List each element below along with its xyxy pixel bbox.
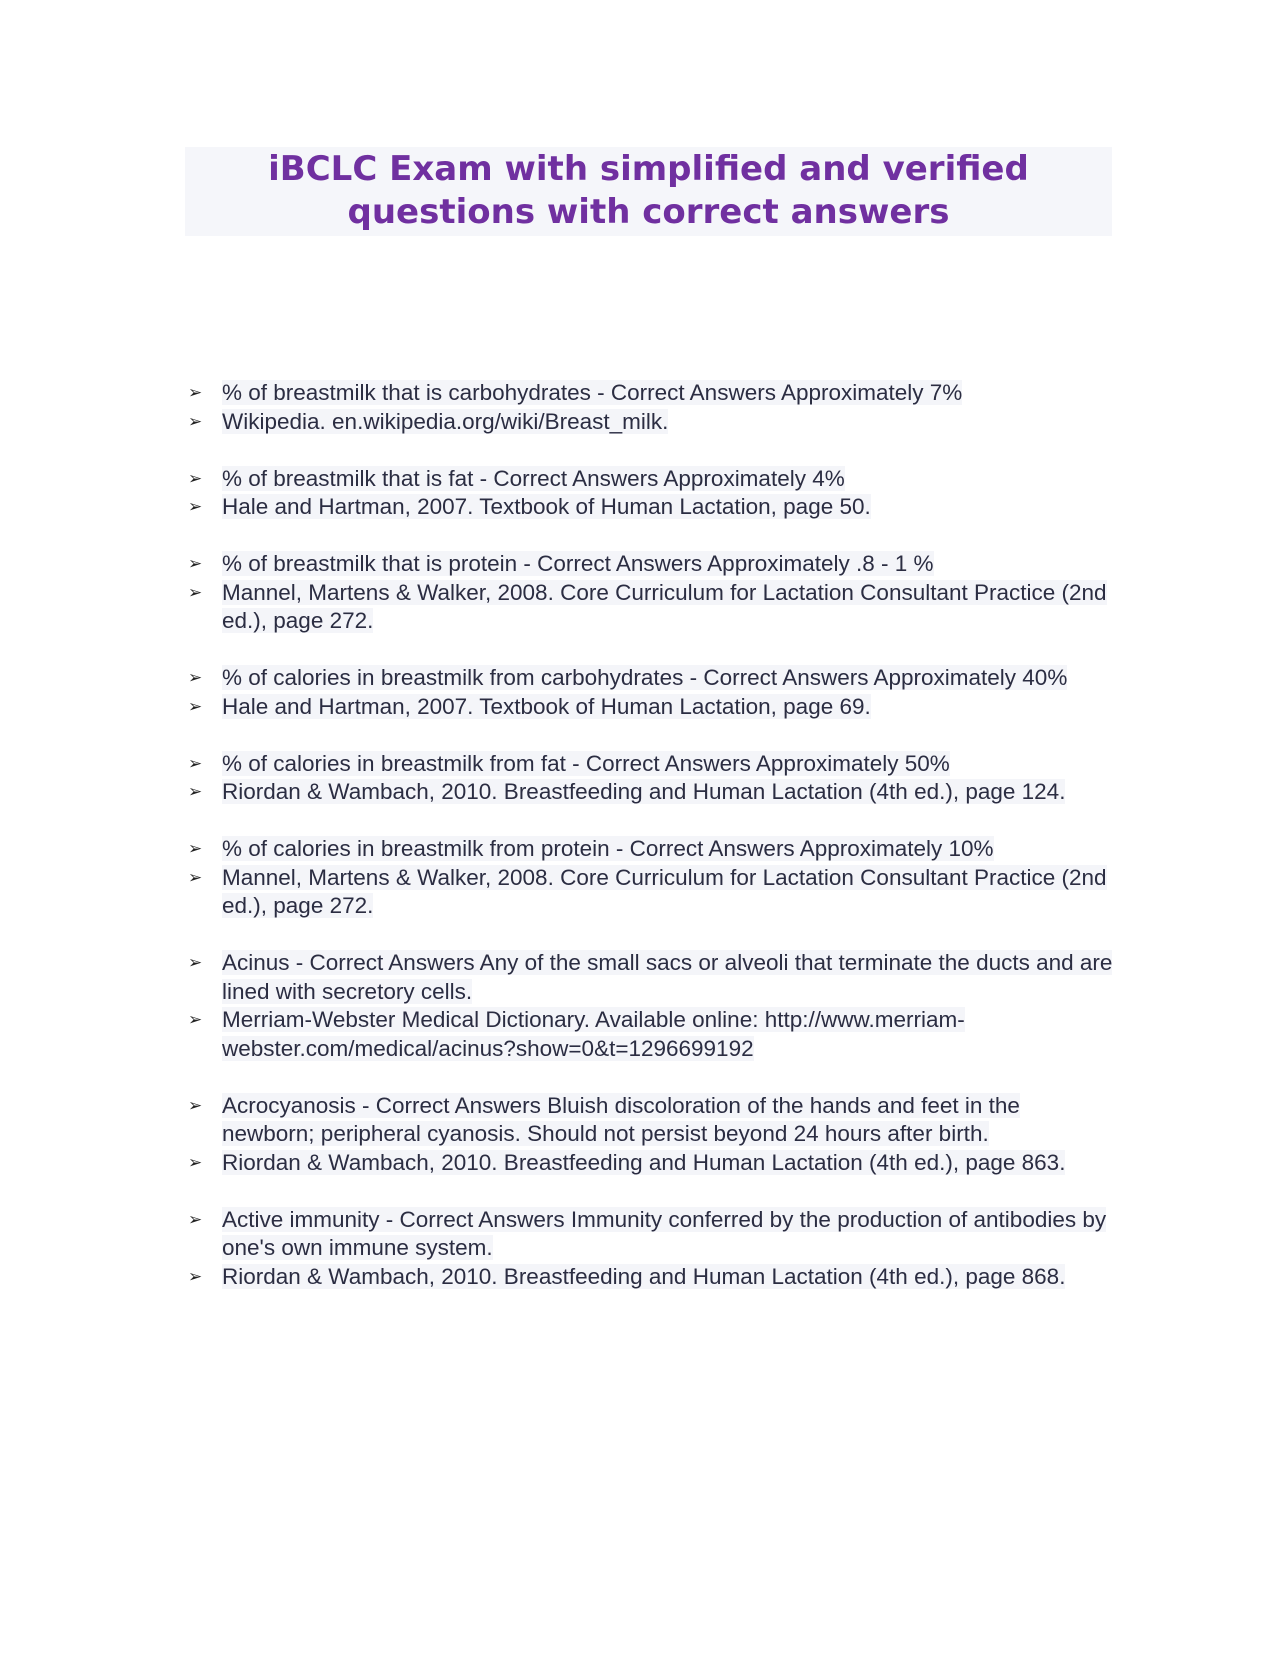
arrowhead-bullet-icon: ➢ [188,1266,203,1286]
source-text: Hale and Hartman, 2007. Textbook of Human Lactation, page 50. [222,494,871,519]
arrowhead-bullet-icon: ➢ [188,411,203,431]
source-text: Mannel, Martens & Walker, 2008. Core Curriculum for Lactation Consultant Practice (2nd ed.), page 272. [222,864,1107,918]
title-line-1: iBCLC Exam with simplified and verified [268,149,1029,189]
question-text: Active immunity - Correct Answers Immunity conferred by the production of antibodies by one's own immune system. [222,1206,1107,1260]
source-text: Wikipedia. en.wikipedia.org/wiki/Breast_milk. [222,408,669,434]
source-text: Riordan & Wambach, 2010. Breastfeeding and Human Lactation (4th ed.), page 868. [222,1263,1066,1289]
source-text: Merriam-Webster Medical Dictionary. Available online: http://www.merriam-webster.com/medical/acinus?show=0&t=1296699192 [222,1007,965,1061]
arrowhead-bullet-icon: ➢ [188,1209,203,1229]
source-item [185,579,1115,636]
question-text: % of breastmilk that is fat - Correct Answers Approximately 4% [222,465,845,491]
arrowhead-bullet-icon: ➢ [188,782,203,801]
title-line-2: questions with correct answers [347,192,950,232]
question-item [185,949,1115,1006]
qa-group [185,949,1115,1063]
question-item [185,1092,1115,1149]
qa-group [185,835,1115,921]
document-title [185,147,1112,236]
source-item [185,408,1115,437]
source-text: Hale and Hartman, 2007. Textbook of Human Lactation, page 69. [222,693,871,719]
arrowhead-bullet-icon: ➢ [188,953,203,972]
question-text: % of calories in breastmilk from protein - Correct Answers Approximately 10% [222,836,994,861]
arrowhead-bullet-icon: ➢ [188,839,203,858]
source-text: Mannel, Martens & Walker, 2008. Core Curriculum for Lactation Consultant Practice (2nd ed.), page 272. [222,579,1107,633]
arrowhead-bullet-icon: ➢ [188,753,203,773]
arrowhead-bullet-icon: ➢ [188,468,203,488]
question-text: % of calories in breastmilk from fat - Correct Answers Approximately 50% [222,750,950,776]
question-item [185,750,1115,779]
question-text: % of breastmilk that is protein - Correct Answers Approximately .8 - 1 % [222,551,934,576]
question-item [185,664,1115,693]
arrowhead-bullet-icon: ➢ [188,497,203,516]
arrowhead-bullet-icon: ➢ [188,1010,203,1029]
qa-list [185,379,1115,1320]
qa-group [185,750,1115,807]
source-item [185,693,1115,722]
question-item [185,379,1115,408]
qa-group [185,664,1115,721]
arrowhead-bullet-icon: ➢ [188,383,203,402]
arrowhead-bullet-icon: ➢ [188,582,203,602]
source-text: Riordan & Wambach, 2010. Breastfeeding and Human Lactation (4th ed.), page 863. [222,1149,1066,1175]
question-text: % of breastmilk that is carbohydrates - Correct Answers Approximately 7% [222,380,963,405]
arrowhead-bullet-icon: ➢ [188,1152,203,1172]
qa-group [185,1206,1115,1292]
source-item [185,864,1115,921]
source-text: Riordan & Wambach, 2010. Breastfeeding and Human Lactation (4th ed.), page 124. [222,779,1066,804]
arrowhead-bullet-icon: ➢ [188,696,203,716]
arrowhead-bullet-icon: ➢ [188,867,203,887]
source-item [185,493,1115,522]
qa-group [185,550,1115,636]
qa-group [185,465,1115,522]
source-item [185,1149,1115,1178]
arrowhead-bullet-icon: ➢ [188,554,203,573]
question-text: Acrocyanosis - Correct Answers Bluish discoloration of the hands and feet in the newborn; peripheral cyanosis. Should not persist beyond 24 hours after birth. [222,1092,1020,1146]
arrowhead-bullet-icon: ➢ [188,1095,203,1115]
source-item [185,778,1115,807]
question-text: % of calories in breastmilk from carbohydrates - Correct Answers Approximately 40% [222,665,1068,690]
question-item [185,550,1115,579]
question-text: Acinus - Correct Answers Any of the small sacs or alveoli that terminate the ducts and are lined with secretory cells. [222,950,1113,1004]
qa-group [185,1092,1115,1178]
arrowhead-bullet-icon: ➢ [188,668,203,687]
qa-group [185,379,1115,436]
source-item [185,1006,1115,1063]
source-item [185,1263,1115,1292]
question-item [185,465,1115,494]
question-item [185,1206,1115,1263]
question-item [185,835,1115,864]
